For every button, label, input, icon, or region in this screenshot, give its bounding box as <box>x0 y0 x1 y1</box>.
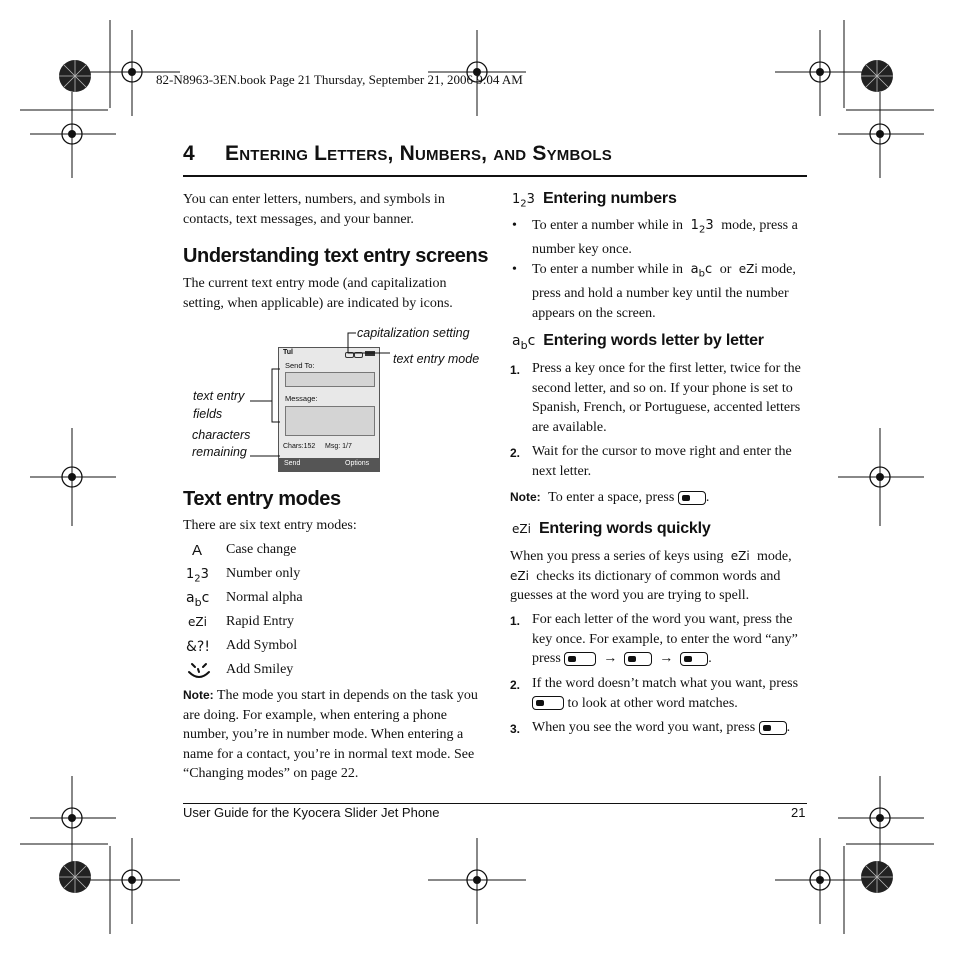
list-item <box>186 612 486 636</box>
modes-list <box>186 540 486 684</box>
bullet: • <box>512 218 517 233</box>
key-9-icon <box>680 652 708 666</box>
key-2-icon <box>564 652 596 666</box>
mode-label: Case change <box>226 542 297 557</box>
mode-label: Normal alpha <box>226 590 303 605</box>
footer-title: User Guide for the Kyocera Slider Jet Phone <box>183 805 440 820</box>
quick-step-1: 1. For each letter of the word you want, press the key once. For example, to enter the word “any” press → → . <box>510 612 798 667</box>
label-text-entry-fields-1: text entry <box>193 389 245 403</box>
step-text: When you see the word you want, press <box>532 720 756 735</box>
bullet-text: To enter a number while in <box>532 262 684 277</box>
step-text: For each letter of the word you want, press the key once. For example, to enter the word “any” press <box>532 612 798 667</box>
quick-intro <box>510 547 808 606</box>
msg-count: Msg: 1/7 <box>325 443 352 450</box>
rapid-entry-icon: eZi <box>188 615 207 629</box>
modes-note <box>183 686 483 784</box>
softkey-options: Options <box>345 460 370 467</box>
normal-alpha-icon: $a_bc$ <box>512 333 536 352</box>
print-header-line: 82-N8963-3EN.book Page 21 Thursday, September 21, 2006 9:04 AM <box>156 72 523 87</box>
mode-label: Add Symbol <box>226 638 298 653</box>
number-mode-icon: $1_23$ <box>512 192 535 210</box>
step-text: Wait for the cursor to move right and enter the next letter. <box>532 444 792 479</box>
quick-step-2 <box>510 674 808 713</box>
key-6-icon <box>624 652 652 666</box>
section-heading-quick: Entering words quickly <box>538 520 711 537</box>
bullet-text: mode, press and hold a number key until the number appears on the screen. <box>532 262 796 321</box>
step-text: to look at other word matches. <box>567 695 738 711</box>
letter-step-1 <box>510 359 808 437</box>
rapid-entry-icon: eZi <box>512 522 531 536</box>
bullet: • <box>512 262 517 277</box>
arrow-icon: → <box>655 651 677 667</box>
rapid-entry-icon: eZi <box>510 568 533 583</box>
chars-remaining: Chars:152 <box>283 443 316 450</box>
letter-step-2 <box>510 442 808 481</box>
page-number: 21 <box>791 805 806 820</box>
step-number: 2. <box>510 446 521 460</box>
chapter-title: Entering Letters, Numbers, and Symbols <box>225 142 612 165</box>
section-heading-letter: Entering words letter by letter <box>543 332 764 349</box>
chapter-rule <box>183 175 807 177</box>
key-0-next-icon <box>532 696 564 710</box>
quick-step-3: 3. When you see the word you want, press . <box>510 718 808 738</box>
message-label: Message: <box>285 394 318 403</box>
symbol-icon: &?! <box>186 639 210 655</box>
arrow-icon: → <box>599 651 621 667</box>
step-number: 1. <box>510 614 521 628</box>
send-to-label: Send To: <box>285 361 315 370</box>
space-key-icon <box>678 491 706 505</box>
normal-alpha-icon: $a_bc$ <box>686 262 717 280</box>
case-change-icon: A <box>192 542 203 559</box>
space-key-icon <box>759 721 787 735</box>
bullet-text: To enter a number while in <box>532 218 684 233</box>
numbers-bullet-2 <box>512 260 808 323</box>
bullet-text: mode, press a number key once. <box>532 218 798 258</box>
entering-numbers-heading <box>512 190 677 210</box>
section-heading-numbers: Entering numbers <box>542 190 677 207</box>
softkey-send: Send <box>284 460 301 467</box>
label-text-entry-fields-2: fields <box>193 407 223 421</box>
intro-text: When you press a series of keys using <box>510 549 724 564</box>
chapter-number: 4 <box>183 142 195 165</box>
number-mode-icon: $1_23$ <box>686 218 718 236</box>
intro-text: checks its dictionary of common words and guesses at the word you are trying to spell. <box>510 568 781 604</box>
modes-intro: There are six text entry modes: <box>183 518 357 533</box>
number-mode-icon: $1_23$ <box>186 567 209 585</box>
step-text: If the word doesn’t match what you want, press <box>532 676 799 691</box>
signal-indicator: Tul <box>283 349 293 356</box>
footer-rule <box>183 803 807 804</box>
rapid-entry-icon: eZi <box>726 549 754 563</box>
note-label: Note: <box>510 490 541 504</box>
label-characters-remaining-1: characters <box>192 428 251 442</box>
list-item <box>186 636 486 660</box>
step-number: 2. <box>510 678 521 692</box>
label-capitalization-setting: capitalization setting <box>357 326 470 340</box>
numbers-bullet-1 <box>512 216 808 260</box>
note-label: Note: <box>183 688 214 702</box>
understanding-text: The current text entry mode (and capitalization setting, when applicable) are indicated by icons. <box>183 276 453 311</box>
step-number: 1. <box>510 363 521 377</box>
step-number: 3. <box>510 722 521 736</box>
bullet-text: or <box>719 262 732 277</box>
mode-label: Number only <box>226 566 301 581</box>
label-characters-remaining-2: remaining <box>192 445 247 459</box>
mode-label: Add Smiley <box>226 662 294 677</box>
step-text: Press a key once for the first letter, twice for the second letter, and so on. If your phone is set to Spanish, French, or Portuguese, accented letters are available. <box>532 361 801 435</box>
note-text: To enter a space, press <box>548 490 675 505</box>
label-text-entry-mode: text entry mode <box>393 352 480 366</box>
section-heading-understanding: Understanding text entry screens <box>183 245 489 267</box>
intro-text: mode, <box>757 549 792 564</box>
mode-label: Rapid Entry <box>226 614 295 629</box>
smiley-icon <box>186 660 212 682</box>
note-text: The mode you start in depends on the task you are doing. For example, when entering a phone number, you’re in number mode. When entering a name for a contact, you’re in normal text mode. See “Changing modes” on page 22. <box>183 688 478 782</box>
list-item <box>186 588 486 612</box>
rapid-entry-icon: eZi <box>734 262 758 276</box>
normal-alpha-icon: $a_bc$ <box>186 590 210 609</box>
section-heading-modes: Text entry modes <box>183 488 341 510</box>
letter-by-letter-heading <box>512 332 764 352</box>
quick-heading <box>512 520 711 538</box>
letter-note: Note: To enter a space, press . <box>510 490 710 505</box>
list-item <box>186 540 486 564</box>
list-item <box>186 564 486 588</box>
intro-paragraph: You can enter letters, numbers, and symbols in contacts, text messages, and your banner. <box>183 192 445 227</box>
list-item <box>186 660 486 684</box>
text-entry-screen-figure <box>190 323 490 473</box>
